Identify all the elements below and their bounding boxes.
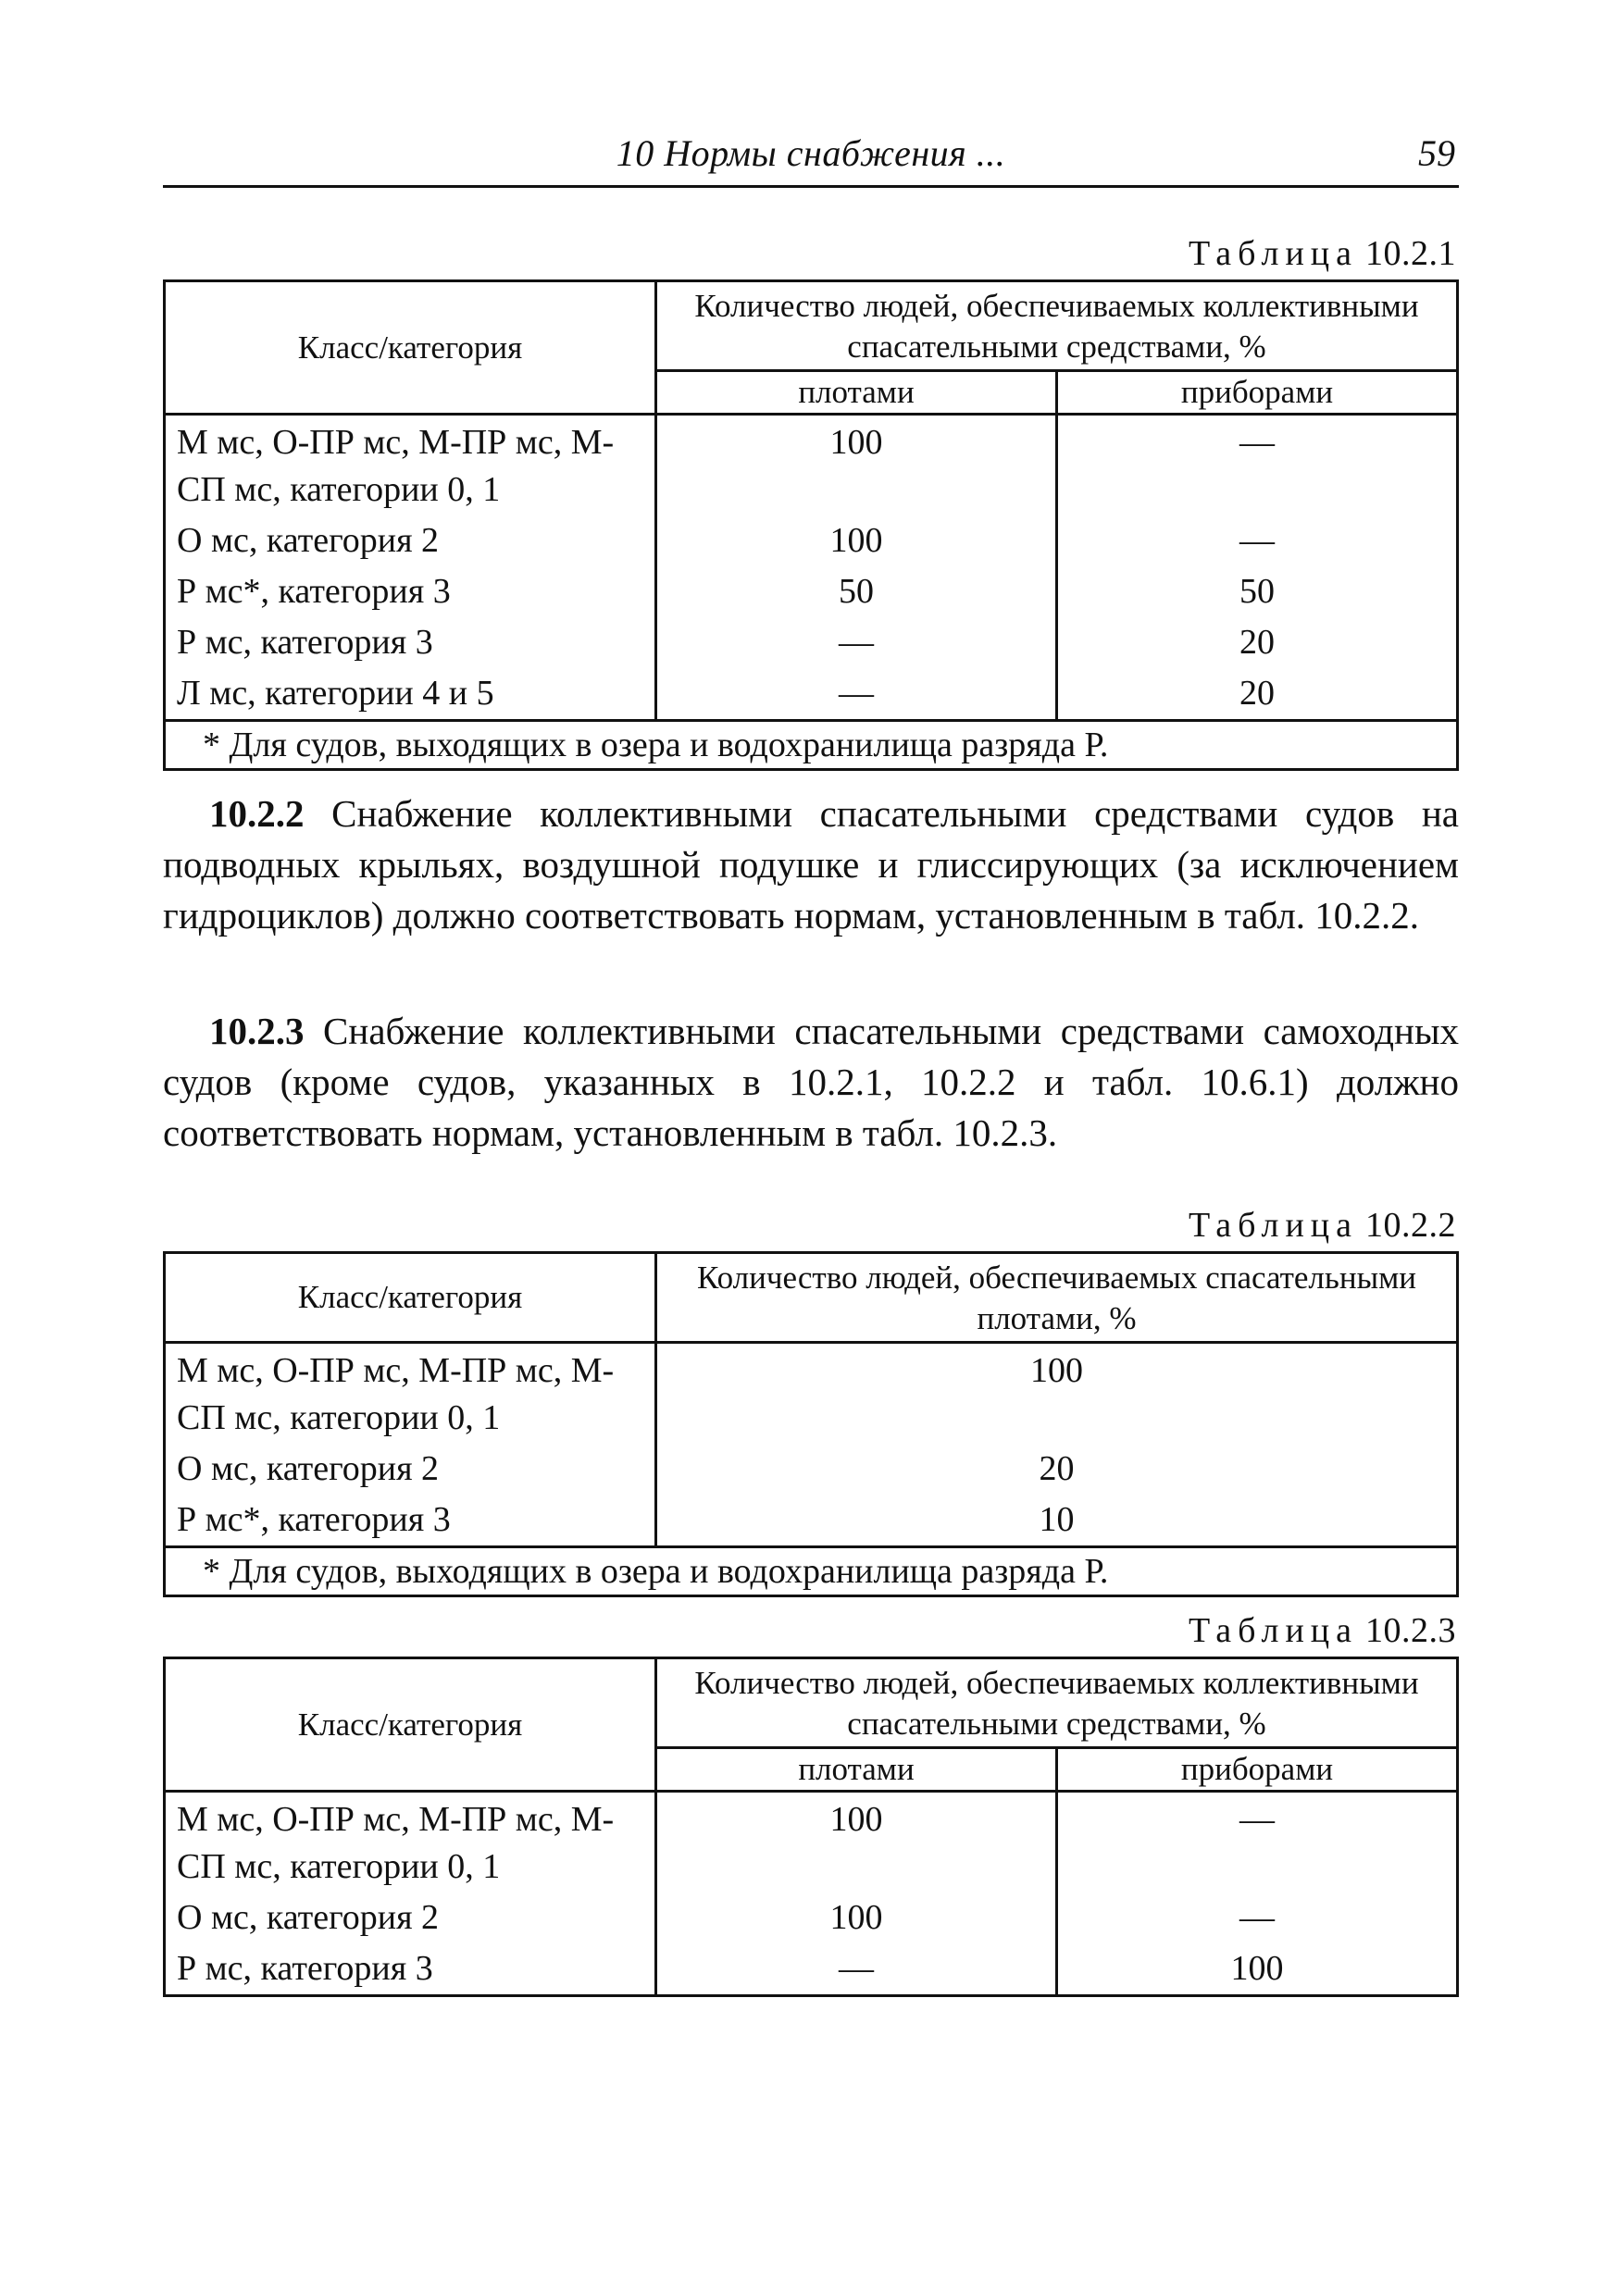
class-cell: Р мс, категория 3 (165, 1943, 656, 1996)
rafts-cell: 100 (656, 1343, 1458, 1445)
class-cell: Р мс*, категория 3 (165, 1495, 656, 1547)
table-row (165, 566, 1458, 617)
rafts-cell: — (656, 668, 1057, 721)
header-people-count: Количество людей, обеспечиваемых коллективными спасательными средствами, % (656, 1658, 1458, 1748)
rafts-cell: 100 (656, 515, 1057, 566)
header-class-category: Класс/категория (165, 1658, 656, 1792)
paragraph-text: Снабжение коллективными спасательными средствами судов на подводных крыльях, воздушной подушке и глиссирующих (за исключением гидроциклов) должно соответствовать нормам, установленным в табл. 10.2.2. (163, 792, 1459, 937)
table-row (165, 415, 1458, 516)
header-rafts: плотами (656, 371, 1057, 415)
class-cell: М мс, О-ПР мс, М-ПР мс, М-СП мс, категории 0, 1 (165, 1343, 656, 1445)
rafts-cell: — (656, 1943, 1057, 1996)
table-row (165, 1495, 1458, 1547)
rafts-cell: 20 (656, 1444, 1458, 1495)
header-devices: приборами (1057, 1748, 1458, 1792)
devices-cell: — (1057, 1893, 1458, 1943)
devices-cell: — (1057, 415, 1458, 516)
header-class-category: Класс/категория (165, 281, 656, 415)
table-caption-word: Таблица (1188, 1611, 1358, 1650)
rafts-cell: — (656, 617, 1057, 668)
table-caption-word: Таблица (1188, 234, 1358, 273)
class-cell: Р мс*, категория 3 (165, 566, 656, 617)
paragraph-text: Снабжение коллективными спасательными средствами самоходных судов (кроме судов, указанных в 10.2.1, 10.2.2 и табл. 10.6.1) должно соответствовать нормам, установленным в табл. 10.2.3. (163, 1010, 1459, 1154)
table-row (165, 617, 1458, 668)
class-cell: Л мс, категории 4 и 5 (165, 668, 656, 721)
running-title: 10 Нормы снабжения ... (616, 132, 1006, 174)
table-row (165, 1792, 1458, 1893)
table-footnote: * Для судов, выходящих в озера и водохранилища разряда Р. (165, 721, 1458, 770)
paragraph-10-2-2 (163, 788, 1459, 941)
devices-cell: — (1057, 1792, 1458, 1893)
table-row (165, 515, 1458, 566)
table-row (165, 1943, 1458, 1996)
class-cell: М мс, О-ПР мс, М-ПР мс, М-СП мс, категории 0, 1 (165, 415, 656, 516)
header-people-count: Количество людей, обеспечиваемых спасательными плотами, % (656, 1253, 1458, 1343)
devices-cell: 50 (1057, 566, 1458, 617)
rafts-cell: 100 (656, 1792, 1057, 1893)
rafts-cell: 100 (656, 1893, 1057, 1943)
clause-number: 10.2.3 (209, 1010, 305, 1052)
devices-cell: — (1057, 515, 1458, 566)
class-cell: О мс, категория 2 (165, 1893, 656, 1943)
page-number: 59 (1418, 132, 1455, 174)
header-class-category: Класс/категория (165, 1253, 656, 1343)
table-row (165, 1893, 1458, 1943)
header-rafts: плотами (656, 1748, 1057, 1792)
table-caption-number: 10.2.3 (1365, 1611, 1456, 1650)
devices-cell: 100 (1057, 1943, 1458, 1996)
rafts-cell: 10 (656, 1495, 1458, 1547)
header-people-count: Количество людей, обеспечиваемых коллективными спасательными средствами, % (656, 281, 1458, 371)
paragraph-10-2-3 (163, 1006, 1459, 1159)
table-2 (163, 1251, 1459, 1597)
table-2-caption (1189, 1205, 1456, 1246)
devices-cell: 20 (1057, 668, 1458, 721)
table-3-caption (1189, 1610, 1456, 1651)
table-row (165, 1343, 1458, 1445)
table-footnote: * Для судов, выходящих в озера и водохранилища разряда Р. (165, 1547, 1458, 1596)
rafts-cell: 100 (656, 415, 1057, 516)
header-devices: приборами (1057, 371, 1458, 415)
devices-cell: 20 (1057, 617, 1458, 668)
class-cell: О мс, категория 2 (165, 515, 656, 566)
class-cell: Р мс, категория 3 (165, 617, 656, 668)
table-3 (163, 1657, 1459, 1997)
table-caption-word: Таблица (1188, 1206, 1358, 1245)
running-header (163, 128, 1459, 188)
table-row (165, 1444, 1458, 1495)
rafts-cell: 50 (656, 566, 1057, 617)
table-caption-number: 10.2.2 (1365, 1206, 1456, 1245)
class-cell: О мс, категория 2 (165, 1444, 656, 1495)
clause-number: 10.2.2 (209, 792, 305, 835)
table-row (165, 668, 1458, 721)
table-caption-number: 10.2.1 (1365, 234, 1456, 273)
table-1 (163, 279, 1459, 771)
class-cell: М мс, О-ПР мс, М-ПР мс, М-СП мс, категории 0, 1 (165, 1792, 656, 1893)
table-1-caption (1189, 233, 1456, 274)
